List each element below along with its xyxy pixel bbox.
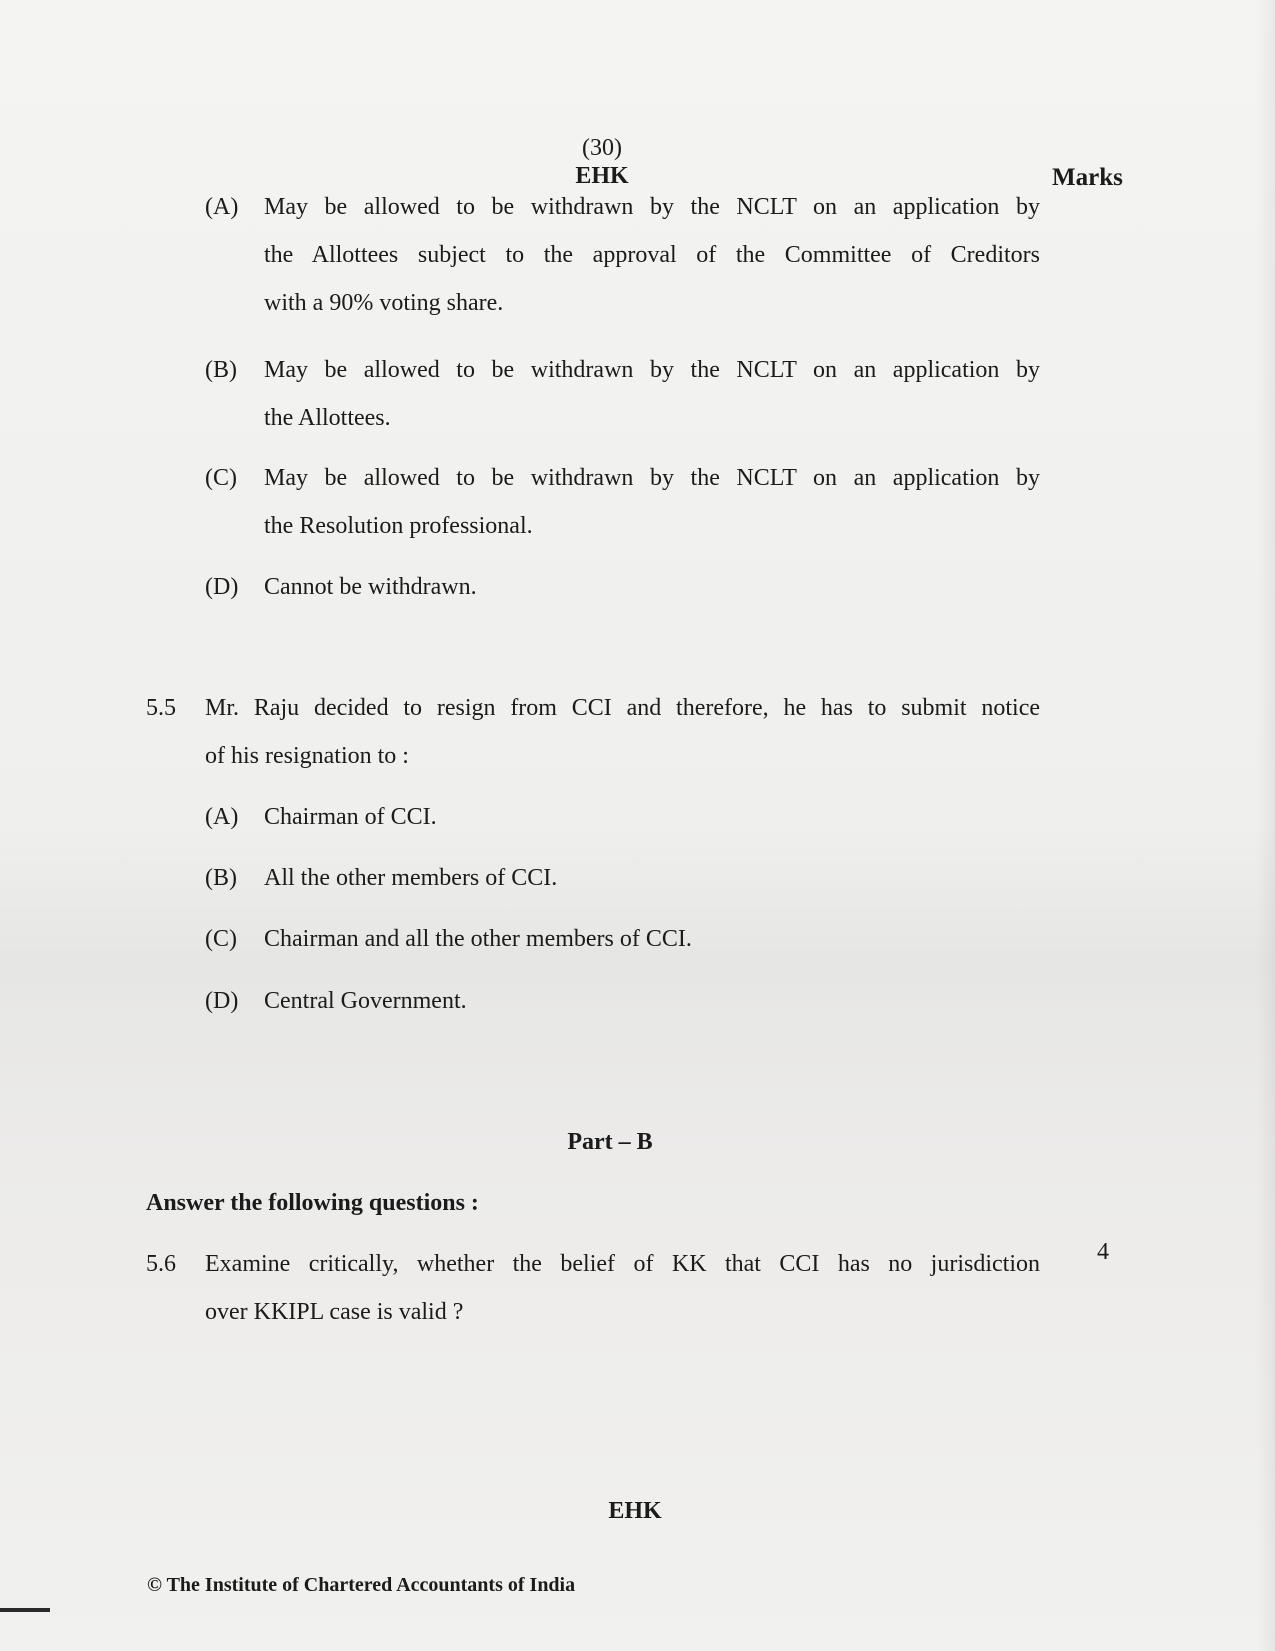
option-line: Cannot be withdrawn.	[264, 574, 477, 600]
option-letter: (C)	[205, 465, 237, 491]
option-letter: (C)	[205, 926, 237, 952]
option-letter: (A)	[205, 804, 239, 830]
option-text: All the other members of CCI.	[264, 865, 558, 891]
paper-code-footer: EHK	[608, 1498, 662, 1524]
option-letter: (A)	[205, 194, 239, 220]
page-number: (30)	[582, 135, 622, 161]
question-line: over KKIPL case is valid ?	[205, 1299, 464, 1325]
option-line: the Allottees subject to the approval of the Committee of Creditors	[264, 242, 1040, 268]
paper-code-header: EHK	[575, 163, 629, 189]
option-letter: (D)	[205, 574, 239, 600]
marks-label: Marks	[1052, 164, 1123, 191]
question-marks: 4	[1097, 1239, 1109, 1265]
option-text: Central Government.	[264, 988, 467, 1014]
option-letter: (B)	[205, 865, 237, 891]
part-b-instruction: Answer the following questions :	[146, 1190, 479, 1216]
question-line: Mr. Raju decided to resign from CCI and therefore, he has to submit notice	[205, 695, 1040, 721]
option-line: the Allottees.	[264, 405, 391, 431]
option-letter: (B)	[205, 357, 237, 383]
option-line: with a 90% voting share.	[264, 290, 504, 316]
option-line: May be allowed to be withdrawn by the NCLT on an application by	[264, 465, 1040, 491]
option-text: Chairman of CCI.	[264, 804, 437, 830]
question-number: 5.5	[146, 695, 176, 721]
option-text: Chairman and all the other members of CCI.	[264, 926, 692, 952]
question-line: of his resignation to :	[205, 743, 409, 769]
question-number: 5.6	[146, 1251, 176, 1277]
option-line: May be allowed to be withdrawn by the NCLT on an application by	[264, 194, 1040, 220]
option-line: the Resolution professional.	[264, 513, 533, 539]
part-b-heading: Part – B	[567, 1129, 653, 1155]
question-line: Examine critically, whether the belief of KK that CCI has no jurisdiction	[205, 1251, 1040, 1277]
option-letter: (D)	[205, 988, 239, 1014]
scan-edge	[1257, 0, 1275, 1651]
scan-margin-mark	[0, 1608, 50, 1612]
copyright-notice: © The Institute of Chartered Accountants of India	[147, 1574, 576, 1596]
option-line: May be allowed to be withdrawn by the NCLT on an application by	[264, 357, 1040, 383]
